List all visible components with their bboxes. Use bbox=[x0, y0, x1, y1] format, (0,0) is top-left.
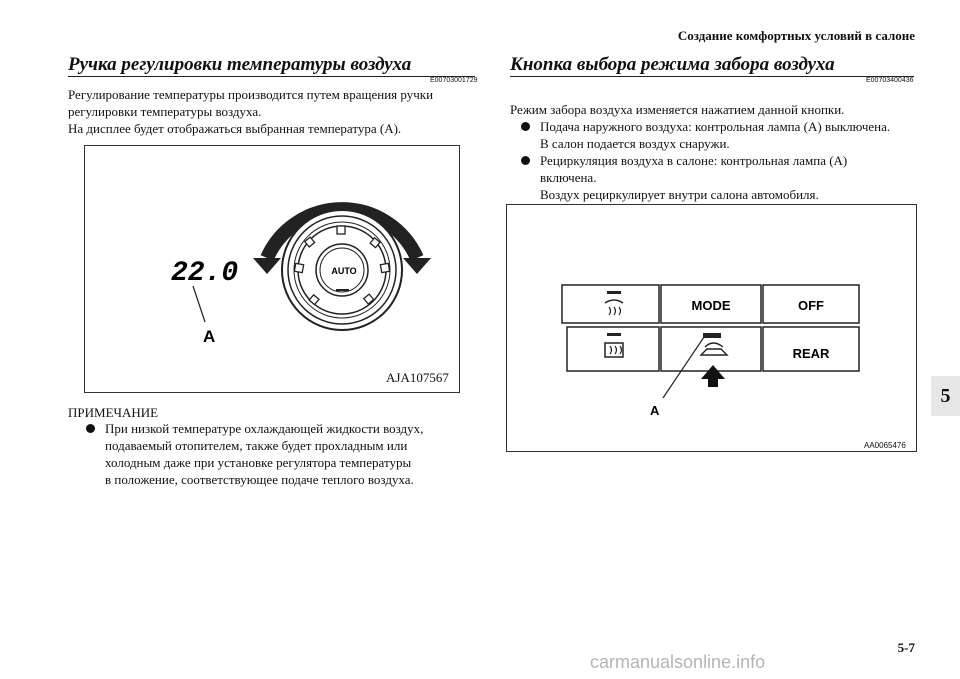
callout-a-label: A bbox=[650, 403, 660, 418]
bullet-dot bbox=[521, 156, 530, 165]
page-number: 5-7 bbox=[897, 640, 915, 655]
defrost-button bbox=[562, 285, 659, 323]
left-paragraph bbox=[68, 86, 483, 137]
bullet-line: включена. bbox=[540, 170, 597, 185]
callout-line bbox=[193, 286, 205, 322]
rear-label: REAR bbox=[792, 346, 830, 361]
indicator-lamp-a bbox=[703, 333, 721, 338]
rotation-arrowhead-left bbox=[253, 258, 281, 274]
air-intake-button-figure bbox=[506, 204, 917, 452]
bullet-line: Воздух рециркулирует внутри салона автомобиля. bbox=[540, 187, 819, 202]
left-para-line: На дисплее будет отображаться выбранная температура (А). bbox=[68, 121, 402, 136]
bullet-line: Рециркуляция воздуха в салоне: контрольная лампа (A) bbox=[540, 153, 848, 168]
bullet-line: В салон подается воздух снаружи. bbox=[540, 136, 730, 151]
right-heading-rule bbox=[510, 76, 914, 77]
off-label: OFF bbox=[798, 298, 824, 313]
note-title: ПРИМЕЧАНИЕ bbox=[68, 405, 159, 420]
note-line: При низкой температуре охлаждающей жидкости воздух, bbox=[105, 421, 424, 436]
note-line: в положение, соответствующее подаче теплого воздуха. bbox=[105, 472, 414, 487]
left-section-code: E00703001729 bbox=[430, 77, 478, 84]
control-panel-illustration bbox=[507, 205, 916, 451]
right-bullet-outside-air bbox=[521, 118, 921, 154]
header-title: Создание комфортных условий в салоне bbox=[677, 28, 915, 43]
right-intro: Режим забора воздуха изменяется нажатием данной кнопки. bbox=[510, 102, 845, 117]
left-heading-rule bbox=[68, 76, 475, 77]
chapter-tab: 5 bbox=[931, 376, 960, 416]
temperature-knob-figure bbox=[84, 145, 460, 393]
bullet-line: Подача наружного воздуха: контрольная лампа (A) выключена. bbox=[540, 119, 891, 134]
watermark: carmanualsonline.info bbox=[590, 652, 766, 672]
right-bullet-recirculation bbox=[521, 152, 921, 204]
left-figure-code: AJA107567 bbox=[386, 370, 449, 385]
rotation-arrowhead-right bbox=[403, 258, 431, 274]
left-para-line: регулировки температуры воздуха. bbox=[68, 104, 262, 119]
right-heading: Кнопка выбора режима забора воздуха bbox=[510, 54, 835, 75]
right-section-code: E00703400436 bbox=[866, 77, 914, 84]
note-bullet bbox=[86, 420, 476, 490]
note-line: подаваемый отопителем, также будет прохладным или bbox=[105, 438, 408, 453]
bullet-dot bbox=[86, 424, 95, 433]
temperature-knob-illustration bbox=[85, 146, 459, 392]
display-temperature-value: 22.0 bbox=[171, 258, 239, 289]
left-para-line: Регулирование температуры производится путем вращения ручки bbox=[68, 87, 434, 102]
left-heading: Ручка регулировки температуры воздуха bbox=[68, 54, 412, 75]
callout-a-label: A bbox=[203, 327, 216, 346]
knob-auto-label: AUTO bbox=[331, 266, 357, 276]
bullet-dot bbox=[521, 122, 530, 131]
right-figure-code: AA0065476 bbox=[864, 441, 906, 450]
note-line: холодным даже при установке регулятора температуры bbox=[105, 455, 412, 470]
mode-label: MODE bbox=[691, 298, 731, 313]
